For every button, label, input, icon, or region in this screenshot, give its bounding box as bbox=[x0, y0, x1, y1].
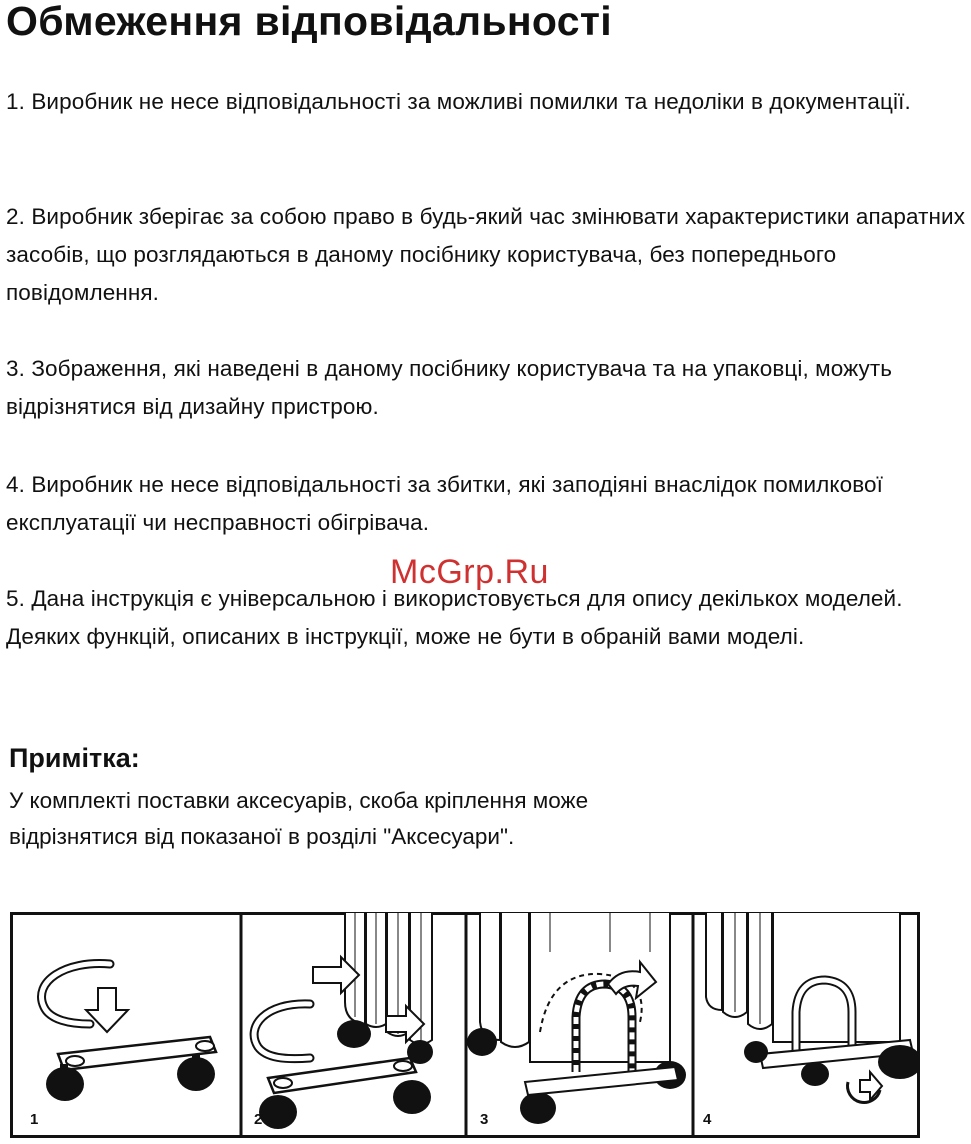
assembly-illustration bbox=[10, 912, 920, 1138]
watermark: McGrp.Ru bbox=[390, 553, 549, 591]
page-title: Обмеження відповідальності bbox=[6, 0, 612, 44]
disclaimer-item-1: 1. Виробник не несе відповідальності за можливі помилки та недоліки в документації. bbox=[6, 89, 911, 114]
disclaimer-item-3: 3. Зображення, які наведені в даному посібнику користувача та на упаковці, можуть відрізнятися від дизайну пристрою. bbox=[6, 356, 893, 419]
rotate-bracket-icon bbox=[467, 913, 686, 1128]
note-text-line-1: У комплекті поставки аксесуарів, скоба кріплення може bbox=[9, 788, 589, 813]
insert-bracket-into-heater-icon bbox=[254, 913, 433, 1129]
panel-1-number: 1 bbox=[30, 1111, 39, 1128]
note-title: Примітка: bbox=[9, 743, 140, 773]
bracket-and-wheel-base-icon bbox=[30, 964, 216, 1128]
panel-4-number: 4 bbox=[703, 1111, 712, 1128]
note-text bbox=[9, 783, 769, 855]
panel-3-number: 3 bbox=[480, 1111, 489, 1128]
disclaimer-item-2: 2. Виробник зберігає за собою право в будь-який час змінювати характеристики апаратних засобів, що розглядаються в даному посібнику користувача, без попереднього повідомлення. bbox=[6, 204, 966, 305]
panel-2-number: 2 bbox=[254, 1111, 263, 1128]
disclaimer-item-5: 5. Дана інструкція є універсальною і використовується для опису декількох моделей. Деяких функцій, описаних в інструкції, може не бути в обраній вами моделі. bbox=[6, 586, 903, 649]
note-text-line-2: відрізнятися від показаної в розділі "Аксесуари". bbox=[9, 824, 515, 849]
tighten-bracket-icon bbox=[703, 913, 920, 1128]
disclaimer-item-4: 4. Виробник не несе відповідальності за збитки, які заподіяні внаслідок помилкової експлуатації чи несправності обігрівача. bbox=[6, 472, 883, 535]
